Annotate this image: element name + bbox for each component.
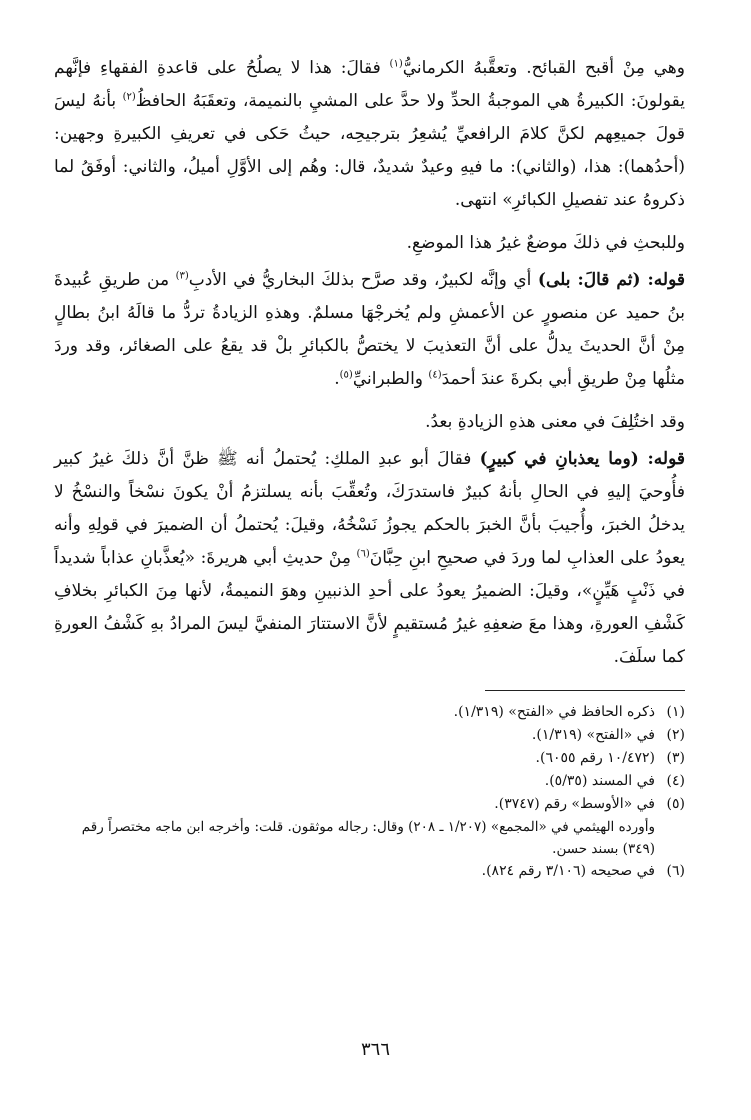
footnote-1 [54, 701, 685, 724]
footnote-ref-4: (٤) [428, 369, 442, 381]
footnote-4 [54, 770, 685, 793]
footnote-number: (٤) [666, 773, 685, 789]
footnote-text: في «الأوسط» رقم (٣٧٤٧). [494, 796, 655, 812]
footnote-ref-5: (٥) [339, 369, 353, 381]
footnote-2 [54, 724, 685, 747]
footnotes [54, 701, 685, 883]
footnote-5 [54, 793, 685, 816]
paragraph-3-lead: قوله: (ثم قالَ: بلى) [537, 270, 685, 290]
footnote-text: ذكره الحافظ في «الفتح» (١/٣١٩). [453, 704, 655, 720]
paragraph-2 [54, 227, 685, 260]
paragraph-4-text: وقد اختُلِفَ في معنى هذهِ الزيادةِ بعدُ. [425, 412, 685, 432]
paragraph-3-text-cont: من طريقِ عُبيدةَ بنُ حميد عن منصورٍ عن الأعمشِ ولم يُخرجْهَا مسلمٌ. وهذهِ الزيادةُ تردُّ ما قالَهُ ابنُ بطالٍ مِنْ أنَّ الحديثَ يدلُّ على أنَّ التعذيبَ لا يختصُّ بالكبائرِ بلْ قد يقعُ على الصغائر، وقد وردَ مثلُها مِنْ طريقِ أبي بكرةَ عندَ أحمدَ [54, 270, 685, 389]
footnote-text: وأورده الهيثمي في «المجمع» (١/٢٠٧ ـ ٢٠٨) وقال: رجاله موثقون. قلت: وأخرجه ابن ماجه مختصراً رقم (٣٤٩) بسند حسن. [81, 819, 655, 857]
paragraph-3 [54, 264, 685, 396]
paragraph-1-text-end: بأنهُ ليسَ قولَ جميعِهم لكنَّ كلامَ الرافعيِّ يُشعِرُ بترجيحِه، حيثُ حَكى في تعريفِ الكبيرةِ وجهين: (أحدُهما): هذا، (والثاني): ما فيهِ وعيدٌ شديدٌ، قال: وهُم إلى الأوَّلِ أميلُ، والثاني: أوفَقُ لما ذكروهُ عند تفصيلِ الكبائرِ» انتهى. [54, 91, 685, 210]
paragraph-5-lead: قوله: (وما يعذبانِ في كبيرٍ) [479, 449, 685, 469]
paragraph-1-text-cont: فقالَ: هذا لا يصلُحُ على قاعدةِ الفقهاءِ فإنَّهم يقولونَ: الكبيرةُ هي الموجبةُ الحدِّ ولا حدَّ على المشيِ بالنميمة، وتعقَبَهُ الحافظُ [54, 58, 685, 111]
footnote-3 [54, 747, 685, 770]
paragraph-4 [54, 406, 685, 439]
footnote-text: في صحيحه (٣/١٠٦ رقم ٨٢٤). [481, 863, 655, 879]
paragraph-5-text-cont: مِنْ حديثِ أبي هريرةَ: «يُعذَّبانِ عذاباً شديداً في ذَنْبٍ هَيِّنٍ»، وقيلَ: الضميرُ يعودُ على أحدِ الذنبينِ وهوَ النميمةُ، لأنها مِنَ الكبائرِ بخلافِ كَشْفِ العورةِ، وهذا معَ ضعفِهِ غيرُ مُستقيمٍ لأنَّ الاستتارَ المنفيَّ ليسَ المرادُ بهِ كَشْفُ العورةِ كما سلَفَ. [54, 548, 685, 667]
paragraph-3-text-end: . [334, 369, 340, 389]
footnote-ref-3: (٣) [175, 270, 189, 282]
main-text [54, 52, 685, 674]
footnote-number: (١) [666, 704, 685, 720]
footnote-ref-1: (١) [389, 58, 403, 70]
footnote-separator [485, 690, 685, 691]
page-number: ٣٦٦ [360, 1039, 390, 1060]
paragraph-3-text-mid: والطبرانيِّ [352, 369, 429, 389]
paragraph-2-text: وللبحثِ في ذلكَ موضعٌ غيرُ هذا الموضعِ. [406, 233, 685, 253]
footnote-number: (٣) [666, 750, 685, 766]
footnote-number: (٦) [666, 863, 685, 879]
paragraph-5-text: فقالَ أبو عبدِ الملكِ: يُحتملُ أنه ﷺ ظنَّ أنَّ ذلكَ غيرُ كبير فأُوحيَ إليهِ في الحالِ بأنهُ كبيرٌ فاستدرَكَ، وتُعقِّبَ بأنه يسلتزمُ أنْ يكونَ نسْخاً والنسْخُ لا يدخلُ الخبرَ، وأُجيبَ بأنَّ الخبرَ بالحكم يجوزُ نَسْخُهُ، وقيلَ: يُحتملُ أن الضميرَ في قولِهِ وأنه يعودُ على العذابِ لما وردَ في صحيحِ ابنِ حِبَّانَ [54, 449, 685, 568]
footnote-text: في المسند (٥/٣٥). [544, 773, 655, 789]
paragraph-1 [54, 52, 685, 217]
footnote-6 [54, 860, 685, 883]
paragraph-1-text: وهي مِنْ أقبح القبائح. وتعقَّبهُ الكرمانيُّ [402, 58, 685, 78]
paragraph-3-text: أي وإنَّه لكبيرٌ، وقد صرَّح بذلكَ البخاريُّ في الأدبِ [188, 270, 538, 290]
footnote-ref-2: (٢) [122, 91, 136, 103]
footnote-5-continuation [54, 816, 685, 860]
footnote-ref-6: (٦) [356, 548, 370, 560]
footnote-text: (١٠/٤٧٢ رقم ٦٠٥٥). [535, 750, 655, 766]
footnote-number: (٢) [666, 727, 685, 743]
footnote-number: (٥) [666, 796, 685, 812]
paragraph-5 [54, 443, 685, 674]
footnote-text: في «الفتح» (١/٣١٩). [531, 727, 655, 743]
